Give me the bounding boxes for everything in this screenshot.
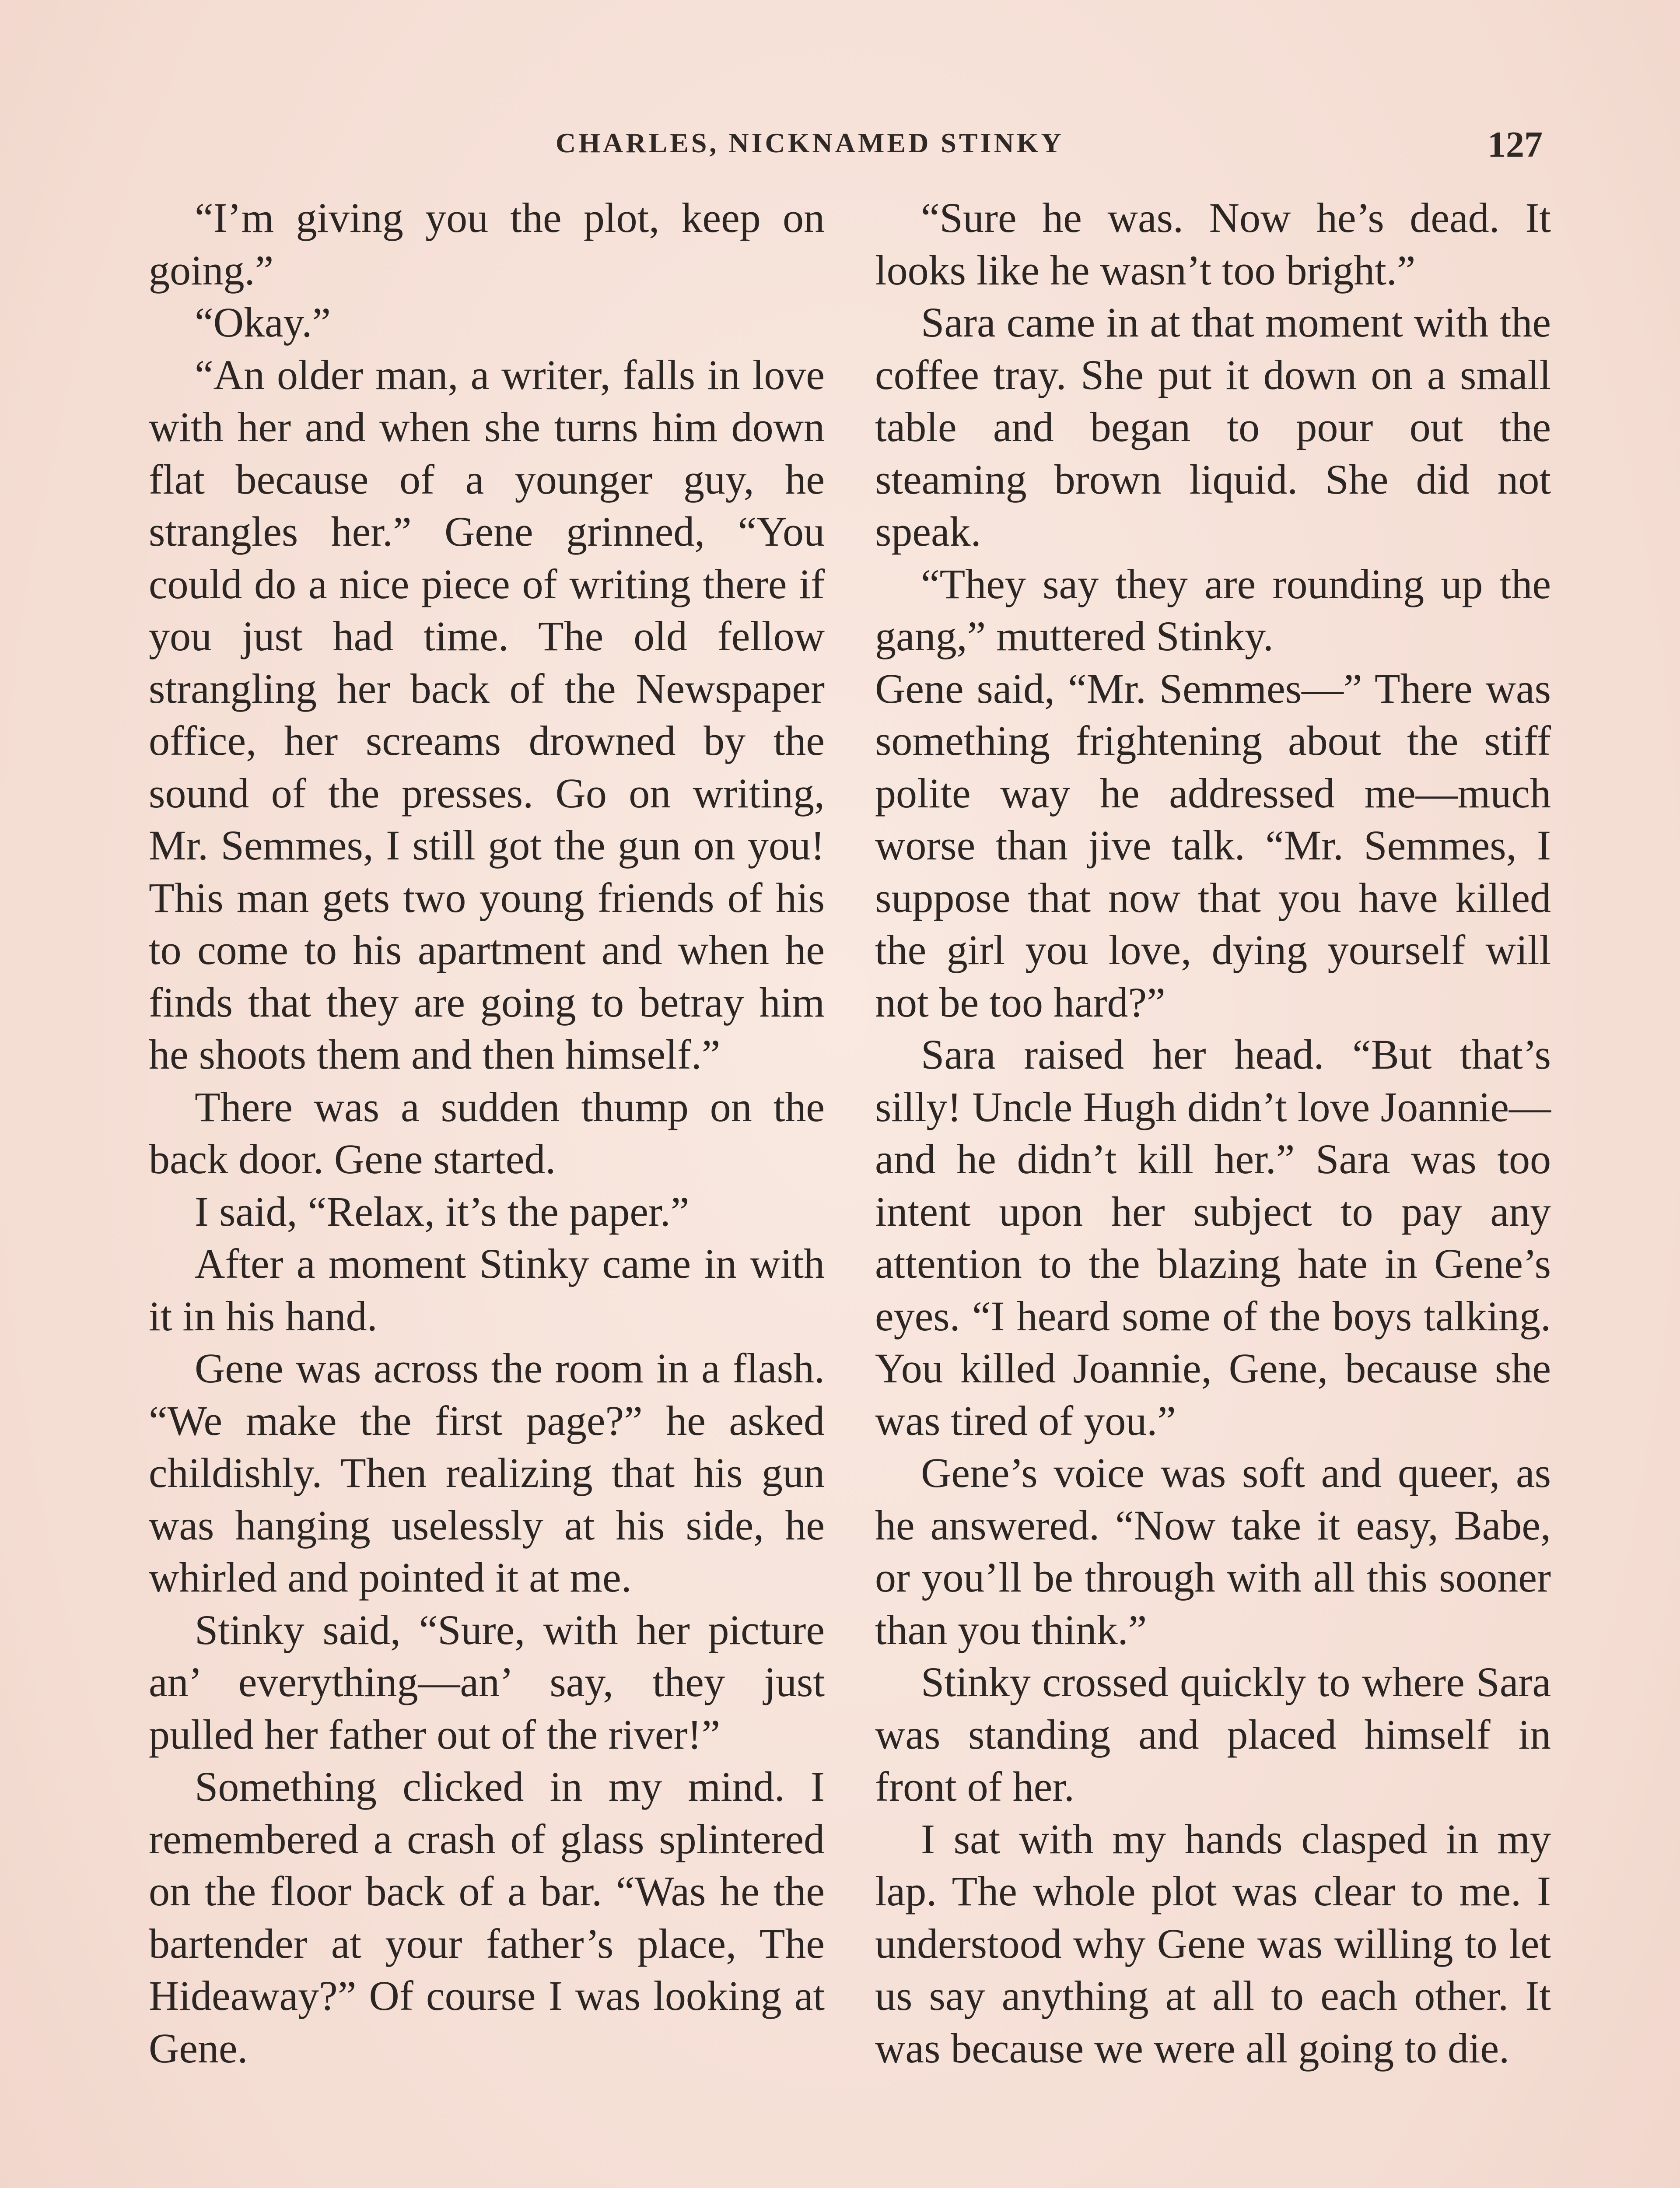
paragraph: Stinky said, “Sure, with her picture an’ everything—an’ say, they just pulled her father out of the river!” <box>149 1606 825 1758</box>
paragraph: Gene said, “Mr. Semmes—” There was something frightening about the stiff polite way he addressed me—much worse than jive talk. “Mr. Semmes, I suppose that now that you have killed the girl you love, dying yourself will not be too hard?” <box>875 665 1551 1026</box>
paragraph: Gene was across the room in a flash. “We make the first page?” he asked childishly. Then realizing that his gun was hanging uselessly at his side, he whirled and pointed it at me. <box>149 1345 825 1601</box>
paragraph: Something clicked in my mind. I remembered a crash of glass splintered on the floor back of a bar. “Was he the bartender at your father’s place, The Hideaway?” Of course I was looking at Gene. <box>149 1763 825 2072</box>
paragraph: There was a sudden thump on the back door. Gene started. <box>149 1083 825 1182</box>
paragraph: I said, “Relax, it’s the paper.” <box>195 1188 690 1235</box>
text-column-right <box>875 192 1551 2074</box>
paragraph: “Sure he was. Now he’s dead. It looks like he wasn’t too bright.” <box>875 194 1551 294</box>
text-column-left <box>149 192 825 2074</box>
paragraph: Sara came in at that moment with the coffee tray. She put it down on a small table and began to pour out the steaming brown liquid. She did not speak. <box>875 299 1551 555</box>
paragraph: I sat with my hands clasped in my lap. The whole plot was clear to me. I understood why Gene was willing to let us say anything at all to each other. It was because we were all going to die. <box>875 1815 1551 2072</box>
paragraph: Sara raised her head. “But that’s silly! Uncle Hugh didn’t love Joannie—and he didn’t kill her.” Sara was too intent upon her subject to pay any attention to the blazing hate in Gene’s eyes. “I heard some of the boys talking. You killed Joannie, Gene, because she was tired of you.” <box>875 1031 1551 1444</box>
running-title: CHARLES, NICKNAMED STINKY <box>556 127 1064 158</box>
paragraph: After a moment Stinky came in with it in his hand. <box>149 1240 825 1339</box>
paragraph: Stinky crossed quickly to where Sara was standing and placed himself in front of her. <box>875 1659 1551 1810</box>
paragraph: “An older man, a writer, falls in love with her and when she turns him down flat because of a younger guy, he strangles her.” Gene grinned, “You could do a nice piece of writing there if you just had time. The old fellow strangling her back of the Newspaper office, her screams drowned by the sound of the presses. Go on writing, Mr. Semmes, I still got the gun on you! This man gets two young friends of his to come to his apartment and when he finds that they are going to betray him he shoots them and then himself.” <box>149 351 825 1078</box>
page-number: 127 <box>1488 124 1543 165</box>
paragraph: Gene’s voice was soft and queer, as he answered. “Now take it easy, Babe, or you’ll be through with all this sooner than you think.” <box>875 1449 1551 1653</box>
paragraph: “They say they are rounding up the gang,” muttered Stinky. <box>875 560 1551 659</box>
paragraph: “Okay.” <box>195 299 331 346</box>
paragraph: “I’m giving you the plot, keep on going.” <box>149 194 825 294</box>
